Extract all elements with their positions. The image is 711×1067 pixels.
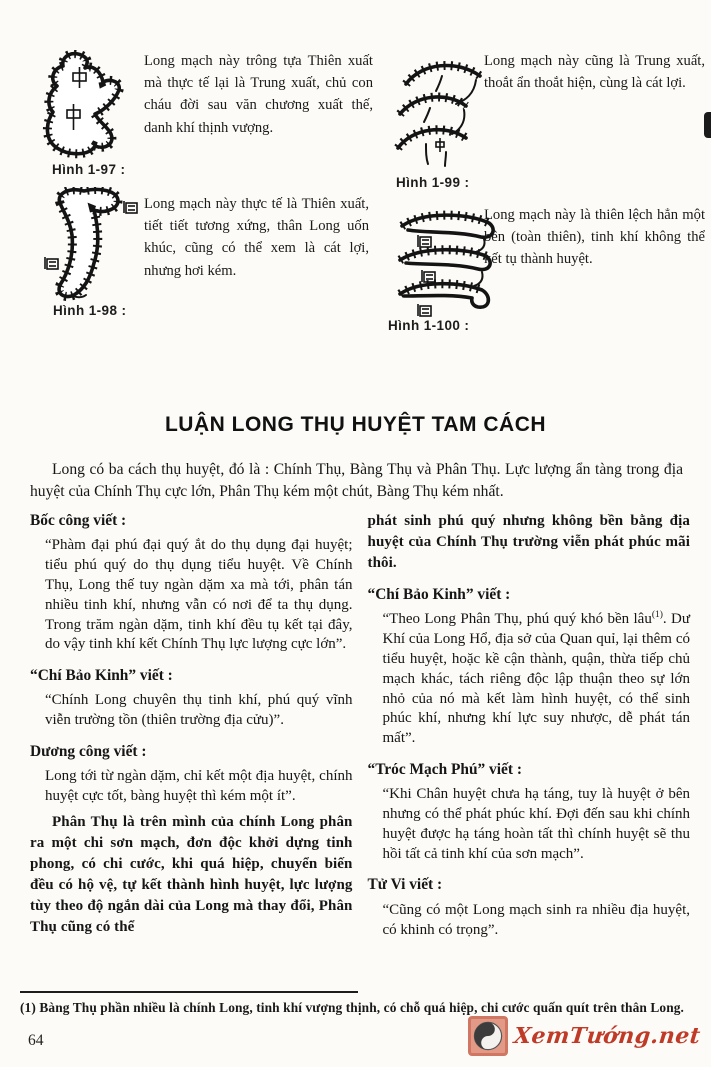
- quote-source-heading: Dương công viết :: [30, 743, 147, 761]
- footnote-text: (1) Bàng Thụ phần nhiều là chính Long, tinh khí vượng thịnh, có chỗ quá hiệp, chi cước quấn quít trên thân Long.: [20, 1000, 684, 1015]
- right-column: [368, 511, 691, 945]
- left-column: [30, 511, 353, 945]
- quote-text: “Theo Long Phân Thụ, phú quý khó bền lâu: [382, 611, 652, 628]
- quote-source-heading: “Chí Bảo Kinh” viết :: [30, 667, 173, 685]
- quote-source-heading: Bốc công viết :: [30, 512, 127, 529]
- figure-description: Long mạch này cũng là Trung xuất, thoắt ẩn thoắt hiện, cùng là cát lợi.: [484, 53, 705, 92]
- figure-outline: [406, 66, 480, 84]
- two-column-text: [30, 511, 690, 945]
- pian-glyph-icon: [418, 235, 431, 247]
- figure-caption: Hình 1-98 :: [53, 303, 127, 318]
- quote-paragraph: [383, 610, 691, 749]
- intro-paragraph: Long có ba cách thụ huyệt, đó là : Chính Thụ, Bàng Thụ và Phân Thụ. Lực lượng ẩn tàng trong địa huyệt của Chính Thụ cực lớn, Phân Thụ kém một chút, Bàng Thụ kém nhất.: [30, 461, 683, 501]
- figure-caption: Hình 1-100 :: [388, 318, 470, 333]
- body-paragraph: Phân Thụ là trên mình của chính Long phân ra một chi sơn mạch, đơn độc khởi dựng tinh phong, có chi cước, khi quá hiệp, chuyển biến đều có hộ vệ, tự kết thành hình huyệt, lực lượng tùy theo độ ngắn dài của Long mà thay đổi, Phân Thụ cũng có thể: [30, 813, 353, 935]
- zhong-glyph-icon: [436, 138, 444, 152]
- quote-text: . Dư Khí của Long Hổ, địa sở của Quan quỉ, lại thêm có tiểu huyệt, hoặc kề cận thành, quận, thừa tiếp chủ mạch khác, tách riêng độc lập thuận theo sự lớn nhỏ của nó mà kết làm hình huyệt, có thể sinh phúc khí, nhưng khí lực suy nhược, dễ phát tán mất”.: [382, 611, 691, 747]
- body-paragraph: phát sinh phú quý nhưng không bền bằng địa huyệt của Chính Thụ trường viễn phát phúc mãi thôi.: [367, 513, 690, 571]
- pian-glyph-icon: [45, 257, 58, 269]
- pian-glyph-icon: [418, 304, 431, 316]
- watermark-text: XemTướng.net: [513, 1023, 703, 1049]
- quote-paragraph: “Phàm đại phú đại quý ắt do thụ dụng đại huyệt; tiểu phú quý do thụ dụng tiểu huyệt. Về Chính Thụ, Long thế tuy ngàn dặm xa mà tới, phân tán nhiều tinh khí, nhưng vẫn có nơi để ta thụ dụng. Trong trăm ngàn dặm, tinh khí đều tụ kết tại đây, do vậy tinh khí kết Chính Thụ lực lượng cực lớn”.: [45, 537, 353, 653]
- figure-outline: [400, 284, 488, 307]
- figure-outline: [400, 250, 490, 270]
- quote-source-heading: “Chí Bảo Kinh” viết :: [367, 586, 511, 603]
- figure-caption: Hình 1-97 :: [52, 162, 126, 177]
- figure-caption: Hình 1-99 :: [396, 175, 470, 190]
- page-number: 64: [28, 1032, 44, 1049]
- yin-yang-icon: [468, 1016, 508, 1056]
- quote-paragraph: “Cũng có một Long mạch sinh ra nhiều địa huyệt, có khinh có trọng”.: [382, 901, 690, 938]
- quote-paragraph: “Khi Chân huyệt chưa hạ táng, tuy là huyệt ở bên nhưng có thể phát phúc khí. Đợi đến sau khi chính huyệt được hạ táng hoàn tất thì chính huyệt sẽ thu hồi tất cả tinh khí của sơn mạch”.: [382, 786, 690, 862]
- figure-description: Long mạch này thực tế là Thiên xuất, tiết tiết tương xứng, thân Long uốn khúc, cũng có thể xem là cát lợi, nhưng hơi kém.: [144, 196, 369, 279]
- quote-paragraph: “Chính Long chuyên thụ tinh khí, phú quý vĩnh viễn trường tồn (thiên trường địa cửu)”.: [45, 692, 353, 729]
- footnote-marker: (1): [651, 610, 663, 621]
- footnote-divider: [20, 991, 358, 993]
- figure-outline: [398, 130, 466, 148]
- quote-source-heading: Tử Vi viết :: [367, 876, 443, 894]
- page-title: LUẬN LONG THỤ HUYỆT TAM CÁCH: [164, 413, 547, 436]
- figure-description: Long mạch này là thiên lệch hẳn một bên (toàn thiên), tinh khí không thể kết tụ thành huyệt.: [484, 207, 705, 268]
- figure-outline: [402, 215, 493, 237]
- quote-paragraph: Long tới từ ngàn dặm, chỉ kết một địa huyệt, chính huyệt cực tốt, bàng huyệt thì kém một ít”.: [45, 768, 353, 805]
- figure-1-97-drawing: [33, 50, 141, 162]
- quote-source-heading: “Tróc Mạch Phú” viết :: [367, 760, 522, 778]
- figure-1-99-drawing: [390, 56, 490, 168]
- watermark: [468, 1016, 701, 1056]
- pian-glyph-icon: [124, 201, 137, 213]
- figure-1-98-drawing: [42, 187, 144, 303]
- figure-description: Long mạch này trông tựa Thiên xuất mà thực tế lại là Trung xuất, chủ con cháu đời sau văn chương xuất thế, danh khí thịnh vượng.: [144, 53, 373, 136]
- scan-artifact: [704, 112, 711, 138]
